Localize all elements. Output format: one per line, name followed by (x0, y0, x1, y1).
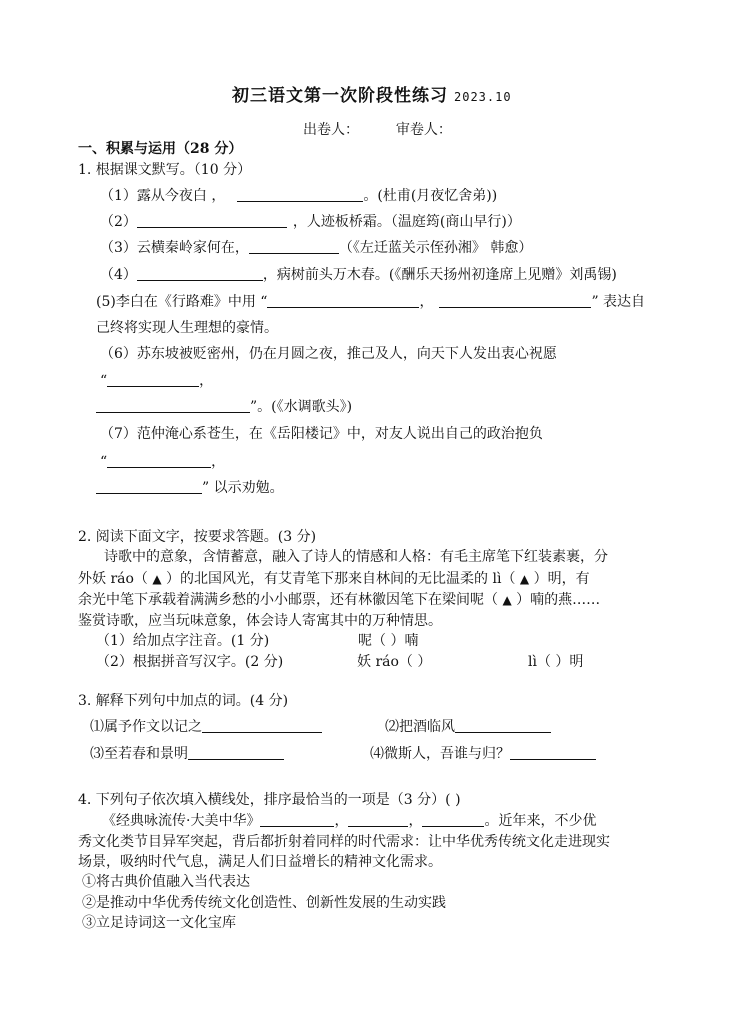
author-line (303, 120, 452, 140)
answer-blank[interactable] (455, 717, 551, 733)
q2-passage-line-2: 外妖 ráo（ ▲ ）的北国风光，有艾青笔下那来自林间的无比温柔的 lì（ ▲ ）明，有 (78, 571, 590, 587)
answer-blank[interactable] (137, 265, 263, 281)
q4-option-2: ②是推动中华优秀传统文化创造性、创新性发展的生动实践 (82, 895, 446, 911)
q2-passage-line-3: 余光中笔下承载着满满乡愁的小小邮票，还有林徽因笔下在梁间呢（ ▲ ）喃的燕…… (78, 592, 601, 608)
q4-passage-line-1: 《经典咏流传·大美中华》 ， ， 。近年来，不少优 (102, 813, 597, 829)
q4-passage-line-3: 场景，吸纳时代气息，满足人们日益增长的精神文化需求。 (78, 854, 442, 870)
page-title (232, 86, 512, 107)
q1-item-7-line2: “ ， (100, 454, 226, 470)
q2-sub-2: （2）根据拼音写汉字。(2 分) (96, 654, 284, 670)
q2-sub-2-answer-b[interactable]: lì（ ）明 (528, 654, 584, 670)
q3-item-4: ⑷微斯人，吾谁与归？ (370, 744, 596, 764)
q2-stem: 2. 阅读下面文字，按要求答题。(3 分) (78, 529, 317, 545)
q4-stem: 4. 下列句子依次填入横线处，排序最恰当的一项是（3 分）( ) (78, 792, 461, 808)
answer-blank[interactable] (96, 397, 250, 413)
q1-item-4: （4） ，病树前头万木春。(《酬乐天扬州初逢席上见赠》刘禹锡) (100, 267, 617, 283)
q3-item-3: ⑶至若春和景明 (90, 744, 284, 764)
q1-item-5: (5)李白在《行路难》中用 “ ， ” 表达自 (96, 294, 646, 310)
q1-item-6-line3: ”。(《水调歌头》) (96, 397, 352, 417)
title-date: 2023.10 (454, 90, 512, 104)
q1-item-1: （1）露从今夜白 ， 。(杜甫(月夜忆舍弟)) (100, 188, 498, 204)
answer-blank[interactable] (107, 452, 211, 468)
q3-item-2: ⑵把酒临风 (385, 717, 551, 737)
q1-item-3: （3）云横秦岭家何在， （《左迁蓝关示侄孙湘》 韩愈） (100, 240, 533, 256)
triangle-icon: ▲ (152, 572, 162, 586)
q1-item-5-cont: 己终将实现人生理想的豪情。 (96, 320, 278, 336)
answer-blank[interactable] (237, 186, 363, 202)
answer-blank[interactable] (188, 744, 284, 760)
q3-stem: 3. 解释下列句中加点的词。(4 分) (78, 693, 289, 709)
answer-blank[interactable] (260, 811, 334, 827)
q1-item-7-line3: ” 以示劝勉。 (96, 478, 284, 498)
q4-option-3: ③立足诗词这一文化宝库 (82, 915, 236, 931)
title-text: 初三语文第一次阶段性练习 (232, 86, 448, 106)
q2-passage-line-4: 鉴赏诗歌，应当玩味意象，体会诗人寄寓其中的万种情思。 (78, 613, 442, 629)
q1-item-6-line2: “ ， (100, 373, 214, 389)
q1-item-7: （7）范仲淹心系苍生，在《岳阳楼记》中，对友人说出自己的政治抱负 (100, 426, 543, 442)
answer-blank[interactable] (348, 811, 408, 827)
q3-item-1: ⑴属予作文以记之 (90, 717, 322, 737)
answer-blank[interactable] (249, 238, 339, 254)
q4-passage-line-2: 秀文化类节目异军突起，背后都折射着同样的时代需求：让中华优秀传统文化走进现实 (78, 834, 610, 850)
q2-sub-1: （1）给加点字注音。(1 分) (96, 633, 270, 649)
q2-passage-line-1: 诗歌中的意象，含情蓄意，融入了诗人的情感和人格：有毛主席笔下红装素裹，分 (104, 549, 608, 565)
answer-blank[interactable] (422, 811, 484, 827)
triangle-icon: ▲ (519, 572, 530, 586)
q4-option-1: ①将古典价值融入当代表达 (82, 874, 250, 890)
section-heading: 一、积累与运用（28 分） (78, 141, 243, 157)
answer-blank[interactable] (510, 744, 596, 760)
answer-blank[interactable] (267, 292, 419, 308)
answer-blank[interactable] (107, 371, 199, 387)
answer-blank[interactable] (439, 292, 591, 308)
reviewer-label: 审卷人： (395, 122, 452, 138)
answer-blank[interactable] (137, 212, 287, 228)
q2-sub-2-answer-a[interactable]: 妖 ráo（ ） (357, 654, 432, 670)
q2-sub-1-answer[interactable]: 呢（ ）喃 (358, 633, 419, 649)
author-label: 出卷人： (303, 122, 359, 138)
triangle-icon: ▲ (502, 593, 512, 607)
q1-stem: 1. 根据课文默写。（10 分） (78, 162, 252, 178)
answer-blank[interactable] (96, 478, 202, 494)
answer-blank[interactable] (202, 717, 322, 733)
q1-item-6: （6）苏东坡被贬密州，仍在月圆之夜，推己及人，向天下人发出衷心祝愿 (100, 346, 557, 362)
q1-item-2: （2） ，人迹板桥霜。（温庭筠(商山早行)） (100, 214, 521, 230)
